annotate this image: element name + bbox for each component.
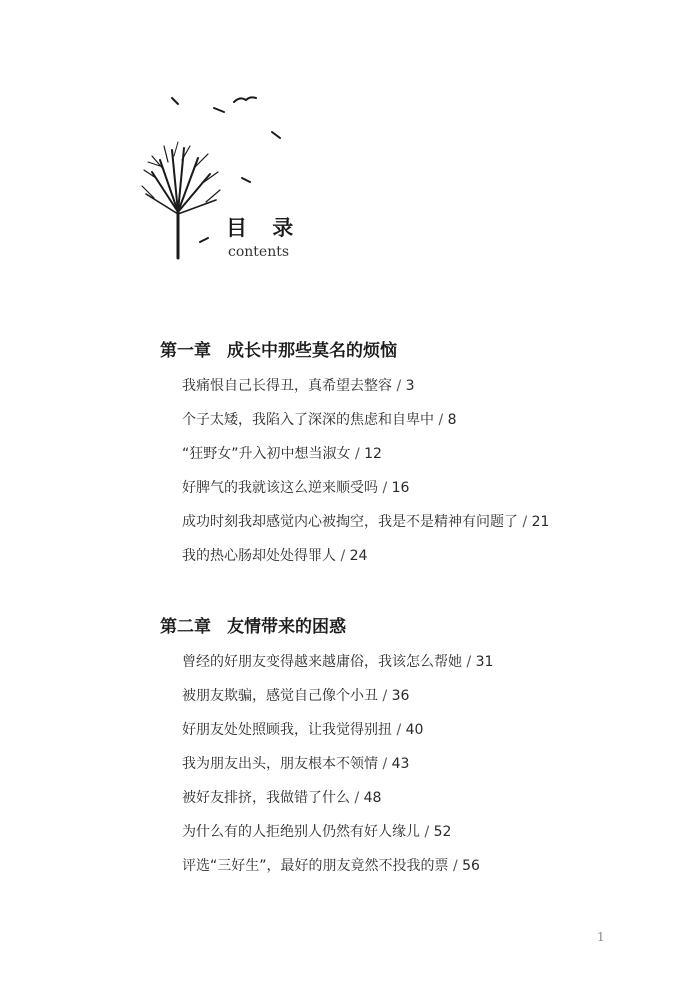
entry-title: 我的热心肠却处处得罪人 <box>182 548 336 564</box>
entry-title: 评选“三好生”，最好的朋友竟然不投我的票 <box>182 858 449 874</box>
entry-title: 好朋友处处照顾我，让我觉得别扭 <box>182 722 392 738</box>
chapter-1 <box>160 340 549 580</box>
toc-entry[interactable]: 评选“三好生”，最好的朋友竟然不投我的票 / 56 <box>182 858 480 874</box>
toc-entry[interactable]: 我为朋友出头，朋友根本不领情 / 43 <box>182 756 410 772</box>
entry-title: 我为朋友出头，朋友根本不领情 <box>182 756 378 772</box>
toc-title: 目 录 <box>226 216 303 240</box>
entry-page: 52 <box>433 824 452 840</box>
entry-title: 被朋友欺骗，感觉自己像个小丑 <box>182 688 378 704</box>
entry-page: 56 <box>462 858 480 874</box>
chapter-number: 第一章 <box>160 341 211 361</box>
chapter-heading <box>160 340 549 362</box>
toc-entry[interactable]: 好朋友处处照顾我，让我觉得别扭 / 40 <box>182 722 424 738</box>
entry-page: 36 <box>391 688 410 704</box>
toc-subtitle: contents <box>228 244 290 260</box>
chapter-heading <box>160 616 493 638</box>
entry-page: 31 <box>475 654 494 670</box>
toc-entry[interactable]: 被好友排挤，我做错了什么 / 48 <box>182 790 382 806</box>
toc-entry[interactable]: 我的热心肠却处处得罪人 / 24 <box>182 548 368 564</box>
chapter-title: 成长中那些莫名的烦恼 <box>227 341 397 361</box>
entry-title: 为什么有的人拒绝别人仍然有好人缘儿 <box>182 824 420 840</box>
entry-page: 43 <box>391 756 410 772</box>
entry-title: 成功时刻我却感觉内心被掏空，我是不是精神有问题了 <box>182 514 518 530</box>
chapter-2 <box>160 616 493 890</box>
entry-page: 16 <box>391 480 410 496</box>
entry-title: 我痛恨自己长得丑，真希望去整容 <box>182 378 392 394</box>
chapter-title: 友情带来的困惑 <box>227 617 346 637</box>
entry-page: 12 <box>364 446 382 462</box>
entry-page: 21 <box>531 514 550 530</box>
entry-page: 40 <box>405 722 424 738</box>
chapter-number: 第二章 <box>160 617 211 637</box>
entry-page: 8 <box>447 412 457 428</box>
toc-entry[interactable]: 个子太矮，我陷入了深深的焦虑和自卑中 / 8 <box>182 412 457 428</box>
entry-title: 个子太矮，我陷入了深深的焦虑和自卑中 <box>182 412 434 428</box>
toc-entry[interactable]: 为什么有的人拒绝别人仍然有好人缘儿 / 52 <box>182 824 452 840</box>
toc-entry[interactable]: 好脾气的我就该这么逆来顺受吗 / 16 <box>182 480 410 496</box>
entry-title: 好脾气的我就该这么逆来顺受吗 <box>182 480 378 496</box>
toc-entry[interactable]: 曾经的好朋友变得越来越庸俗，我该怎么帮她 / 31 <box>182 654 494 670</box>
entry-title: “狂野女”升入初中想当淑女 <box>182 446 351 462</box>
page-number: 1 <box>597 930 605 944</box>
entry-title: 被好友排挤，我做错了什么 <box>182 790 350 806</box>
entry-title: 曾经的好朋友变得越来越庸俗，我该怎么帮她 <box>182 654 462 670</box>
entry-page: 24 <box>349 548 368 564</box>
entry-page: 3 <box>405 378 415 394</box>
entry-page: 48 <box>363 790 382 806</box>
toc-entry[interactable]: “狂野女”升入初中想当淑女 / 12 <box>182 446 382 462</box>
toc-entry[interactable]: 我痛恨自己长得丑，真希望去整容 / 3 <box>182 378 415 394</box>
toc-entry[interactable]: 成功时刻我却感觉内心被掏空，我是不是精神有问题了 / 21 <box>182 514 550 530</box>
toc-entry[interactable]: 被朋友欺骗，感觉自己像个小丑 / 36 <box>182 688 410 704</box>
